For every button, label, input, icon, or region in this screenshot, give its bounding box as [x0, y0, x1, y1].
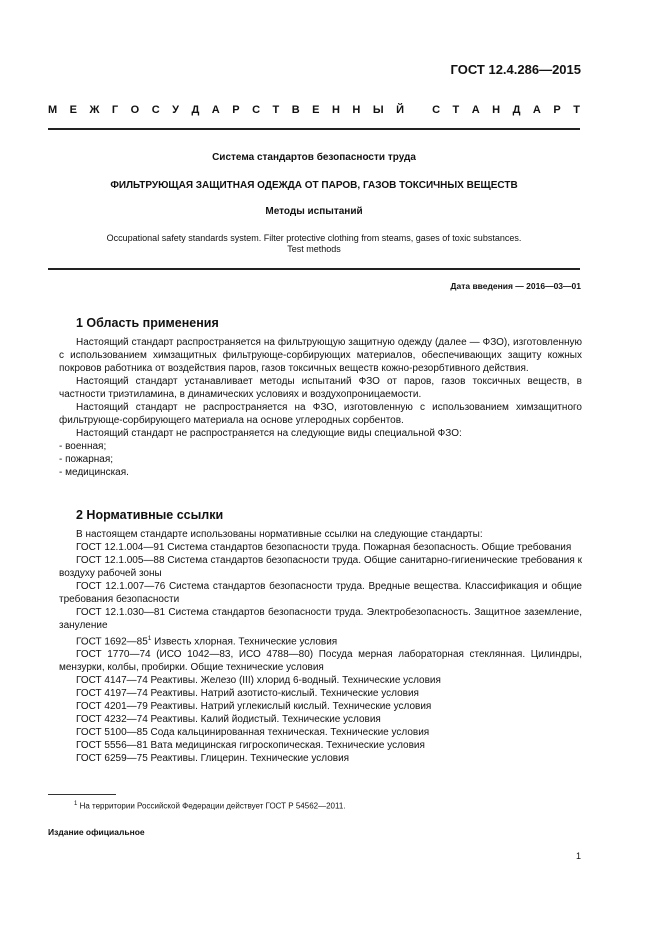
paragraph: В настоящем стандарте использованы нормативные ссылки на следующие стандарты:: [76, 529, 483, 540]
banner-letter: А: [532, 104, 541, 116]
banner-letter: С: [252, 104, 261, 116]
document-code: ГОСТ 12.4.286—2015: [450, 62, 581, 77]
reference-item: ГОСТ 5100—85 Сода кальцинированная техническая. Технические условия: [76, 727, 430, 739]
english-title-line: Occupational safety standards system. Filter protective clothing from steams, gases of toxic substances.: [106, 233, 522, 243]
banner-letter: Т: [272, 104, 280, 116]
reference-code: ГОСТ 1692—85: [76, 636, 148, 648]
banner-letter: Е: [69, 104, 77, 116]
reference-item: ГОСТ 4201—79 Реактивы. Натрий углекислый кислый. Технические условия: [76, 701, 432, 713]
reference-item: [59, 632, 582, 648]
banner-letter: Р: [553, 104, 561, 116]
banner-letter: Ж: [89, 104, 100, 116]
footnote-text: На территории Российской Федерации действует ГОСТ Р 54562—2011.: [77, 801, 346, 811]
reference-item: ГОСТ 1770—74 (ИСО 1042—83, ИСО 4788—80) Посуда мерная лабораторная стеклянная. Цилиндры, мензурки, колбы, пробирки. Общие технические условия: [59, 649, 582, 674]
list-item: - медицинская.: [59, 467, 129, 478]
section-2-heading: 2 Нормативные ссылки: [76, 508, 224, 522]
footnote-mark: 1: [74, 801, 78, 807]
reference-item: ГОСТ 12.1.007—76 Система стандартов безопасности труда. Вредные вещества. Классификация и общие требования безопасности: [59, 581, 582, 605]
reference-item: ГОСТ 4197—74 Реактивы. Натрий азотисто-кислый. Технические условия: [76, 688, 419, 700]
banner-letter: Г: [111, 104, 119, 116]
interstate-standard-banner: [48, 104, 580, 116]
banner-letter: А: [211, 104, 220, 116]
banner-letter: О: [130, 104, 140, 116]
banner-letter: А: [471, 104, 480, 116]
banner-letter: М: [48, 104, 58, 116]
section-2-body: [59, 528, 582, 765]
section-1-heading: 1 Область применения: [76, 316, 219, 330]
banner-letter: Н: [352, 104, 361, 116]
banner-letter: Т: [573, 104, 580, 116]
banner-letter: Ы: [372, 104, 384, 116]
banner-letter: Н: [331, 104, 340, 116]
main-title: ФИЛЬТРУЮЩАЯ ЗАЩИТНАЯ ОДЕЖДА ОТ ПАРОВ, ГАЗОВ ТОКСИЧНЫХ ВЕЩЕСТВ: [110, 180, 518, 191]
list-item: - военная;: [59, 441, 107, 452]
reference-item: ГОСТ 12.1.004—91 Система стандартов безопасности труда. Пожарная безопасность. Общие требования: [76, 542, 572, 553]
footnote-divider: [48, 794, 116, 795]
edition-label: Издание официальное: [48, 827, 145, 837]
title-divider: [48, 268, 580, 270]
reference-text: Известь хлорная. Технические условия: [151, 636, 338, 648]
banner-letter: С: [151, 104, 160, 116]
reference-item: ГОСТ 5556—81 Вата медицинская гигроскопическая. Технические условия: [76, 740, 425, 752]
banner-letter: Т: [452, 104, 460, 116]
reference-item: ГОСТ 6259—75 Реактивы. Глицерин. Технические условия: [76, 753, 350, 765]
paragraph: Настоящий стандарт устанавливает методы испытаний ФЗО от паров, газов токсичных веществ, в частности триэтиламина, в динамических условиях и воздухопроницаемости.: [59, 376, 582, 400]
paragraph: Настоящий стандарт не распространяется на следующие виды специальной ФЗО:: [76, 428, 462, 439]
page-number: 1: [575, 851, 581, 861]
section-1-body: [59, 336, 582, 479]
reference-item: ГОСТ 4232—74 Реактивы. Калий йодистый. Технические условия: [76, 714, 381, 726]
banner-letter: Д: [191, 104, 200, 116]
list-item: - пожарная;: [59, 454, 114, 465]
paragraph: Настоящий стандарт не распространяется на ФЗО, изготовленную с использованием химзащитного фильтрующе-сорбирующего материала на основе углеродных сорбентов.: [59, 402, 582, 426]
introduction-date: Дата введения — 2016—03—01: [450, 281, 581, 291]
banner-letter: С: [432, 104, 441, 116]
banner-letter: Д: [512, 104, 521, 116]
banner-letter: Й: [396, 104, 405, 116]
reference-item: ГОСТ 12.1.005—88 Система стандартов безопасности труда. Общие санитарно-гигиенические требования к воздуху рабочей зоны: [59, 555, 582, 579]
footnote-mark: 1: [147, 635, 152, 642]
banner-letter: Н: [492, 104, 501, 116]
banner-letter: У: [172, 104, 179, 116]
reference-item: ГОСТ 12.1.030—81 Система стандартов безопасности труда. Электробезопасность. Защитное заземление, зануление: [59, 607, 582, 631]
banner-letter: В: [291, 104, 300, 116]
sub-title: Методы испытаний: [265, 206, 363, 217]
banner-gap: [417, 104, 420, 116]
system-title: Система стандартов безопасности труда: [212, 152, 416, 163]
english-title: [48, 233, 580, 255]
reference-item: ГОСТ 4147—74 Реактивы. Железо (III) хлорид 6-водный. Технические условия: [76, 675, 441, 687]
paragraph: Настоящий стандарт распространяется на фильтрующую защитную одежду (далее — ФЗО), изготовленную с использованием химзащитных фильтрующе-сорбирующих материалов, обеспечивающих защиту кожных покровов работника от воздействия паров, газов токсичных веществ кожно-резорбтивного действия.: [59, 337, 582, 374]
footnote: [74, 801, 346, 811]
english-title-line: Test methods: [287, 244, 341, 254]
banner-divider: [48, 128, 580, 130]
banner-letter: Е: [312, 104, 320, 116]
banner-letter: Р: [232, 104, 240, 116]
